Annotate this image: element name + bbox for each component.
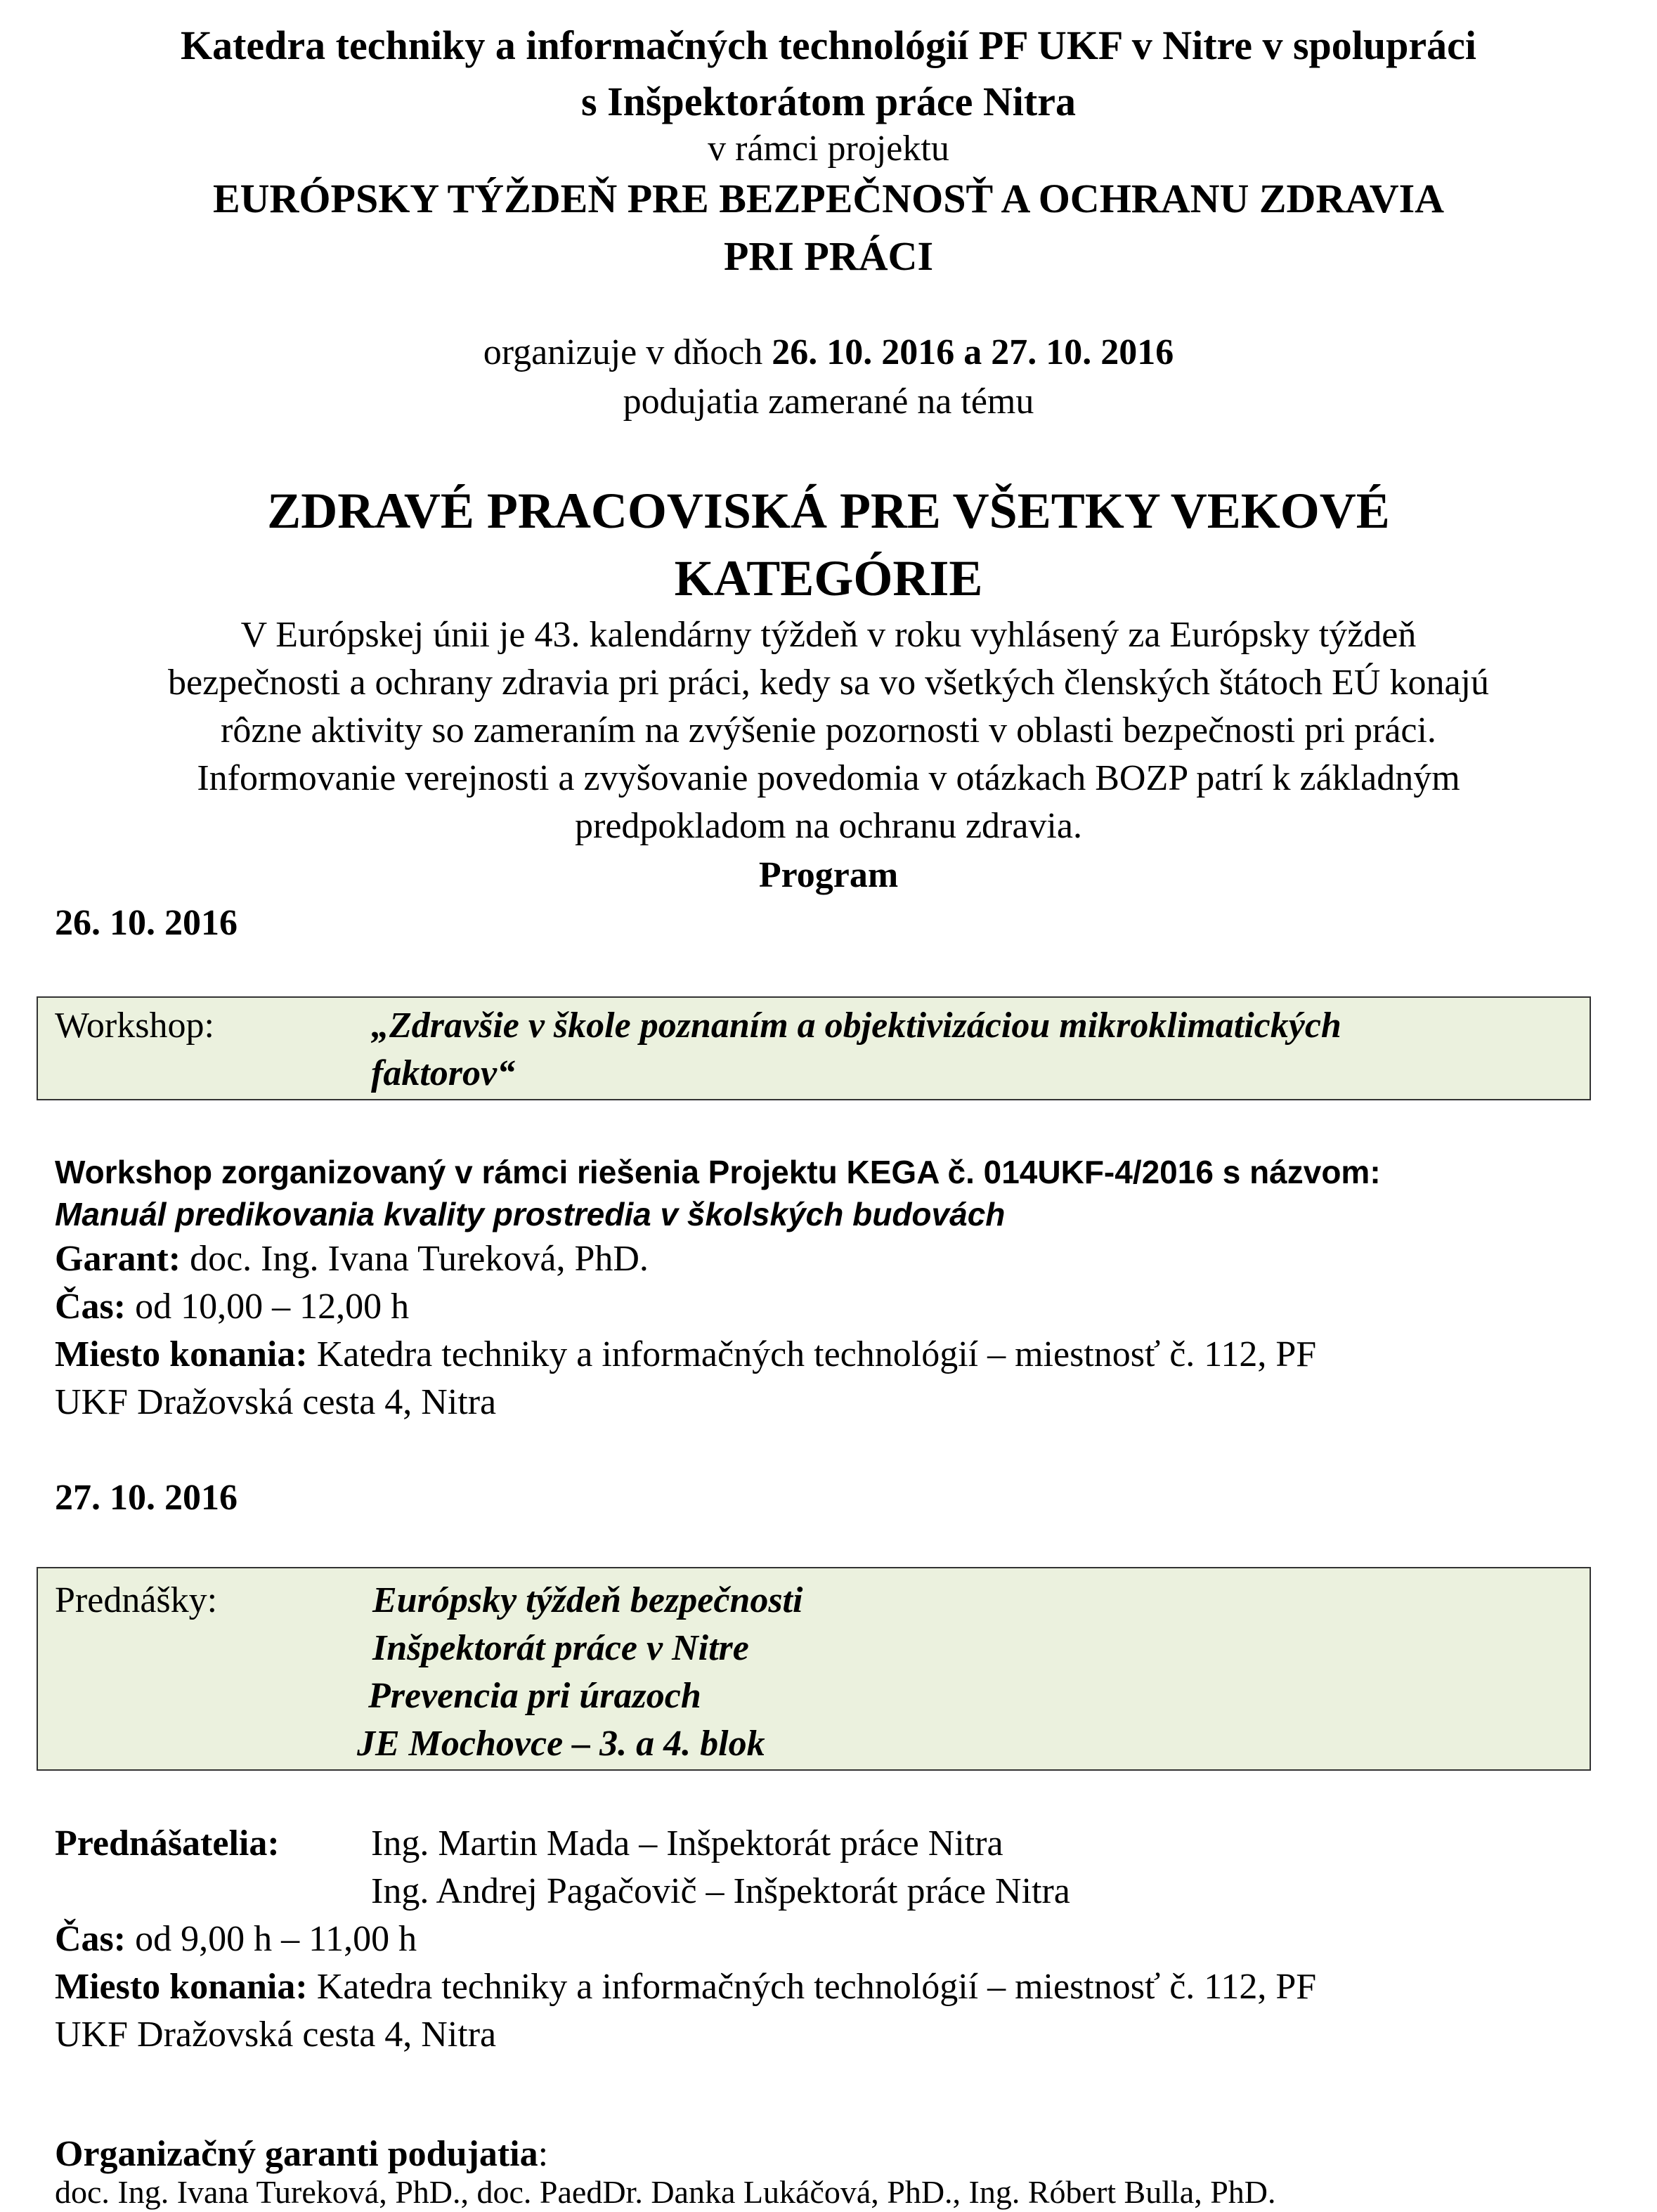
- event-dates: 26. 10. 2016 a 27. 10. 2016: [772, 332, 1174, 372]
- header-line-3: v rámci projektu: [708, 129, 949, 169]
- lecture-item: Inšpektorát práce v Nitre: [372, 1628, 749, 1668]
- organize-line-2: podujatia zamerané na tému: [623, 382, 1034, 422]
- day-1-place-line-2: UKF Dražovská cesta 4, Nitra: [55, 1382, 497, 1422]
- header-line-1: Katedra techniky a informačných technológií PF UKF v Nitre v spolupráci: [180, 22, 1477, 68]
- intro-line-1: V Európskej únii je 43. kalendárny týždeň v roku vyhlásený za Európsky týždeň: [240, 615, 1417, 655]
- day-2-place-value: Katedra techniky a informačných technológií – miestnosť č. 112, PF: [307, 1967, 1317, 2007]
- day-2-date: 27. 10. 2016: [55, 1478, 238, 1518]
- lecture-item: JE Mochovce – 3. a 4. blok: [357, 1724, 765, 1764]
- kega-line: Workshop zorganizovaný v rámci riešenia Projektu KEGA č. 014UKF-4/2016 s názvom:: [55, 1154, 1381, 1190]
- day-1-time-value: od 10,00 – 12,00 h: [126, 1287, 410, 1327]
- lectures-label: [55, 1578, 217, 1623]
- speaker-item: Ing. Martin Mada – Inšpektorát práce Nitra: [371, 1823, 1003, 1863]
- lecture-item: Prevencia pri úrazoch: [368, 1676, 701, 1716]
- organize-line: [0, 330, 1657, 375]
- lectures-label-colon: :: [207, 1580, 218, 1620]
- day-1-time-line: [55, 1284, 409, 1329]
- kega-title: Manuál predikovania kvality prostredia v školských budovách: [55, 1196, 1006, 1232]
- intro-line-5: predpokladom na ochranu zdravia.: [575, 806, 1082, 846]
- day-2-time-value: od 9,00 h – 11,00 h: [126, 1919, 417, 1959]
- day-1-place-label: Miesto konania:: [55, 1334, 308, 1374]
- intro-line-3: rôzne aktivity so zameraním na zvýšenie pozornosti v oblasti bezpečnosti pri práci.: [221, 710, 1436, 750]
- garant-label: Garant:: [55, 1239, 181, 1279]
- main-title-line-1: ZDRAVÉ PRACOVISKÁ PRE VŠETKY VEKOVÉ: [267, 483, 1390, 539]
- organizers-names: doc. Ing. Ivana Tureková, PhD., doc. PaedDr. Danka Lukáčová, PhD., Ing. Róbert Bulla, PhD.: [55, 2174, 1276, 2210]
- day-2-place-line: [55, 1965, 1316, 2010]
- workshop-title-line-1: „Zdravšie v škole poznaním a objektivizáciou mikroklimatických: [371, 1006, 1341, 1046]
- workshop-title-line-2: faktorov“: [371, 1053, 516, 1093]
- lectures-label-text: Prednášky: [55, 1580, 207, 1620]
- speaker-item: Ing. Andrej Pagačovič – Inšpektorát práce Nitra: [371, 1871, 1070, 1911]
- day-1-place-value: Katedra techniky a informačných technológií – miestnosť č. 112, PF: [307, 1334, 1317, 1374]
- main-title-line-2: KATEGÓRIE: [674, 550, 983, 606]
- organizers-label: Organizačný garanti podujatia: [55, 2134, 538, 2174]
- project-name-line-2: PRI PRÁCI: [723, 233, 934, 279]
- header-line-2: s Inšpektorátom práce Nitra: [581, 79, 1076, 124]
- workshop-label: [55, 1003, 214, 1048]
- intro-line-4: Informovanie verejnosti a zvyšovanie povedomia v otázkach BOZP patrí k základným: [197, 758, 1460, 798]
- day-1-time-label: Čas:: [55, 1287, 126, 1327]
- workshop-label-colon: :: [204, 1006, 214, 1046]
- lecture-item: Európsky týždeň bezpečnosti: [372, 1580, 803, 1620]
- organizers-heading: [55, 2132, 548, 2177]
- organizers-colon: :: [538, 2134, 549, 2174]
- workshop-box: [37, 996, 1591, 1100]
- intro-line-2: bezpečnosti a ochrany zdravia pri práci, kedy sa vo všetkých členských štátoch EÚ konajú: [168, 663, 1489, 703]
- lectures-box: [37, 1567, 1591, 1771]
- organize-prefix: organizuje v dňoch: [483, 332, 772, 372]
- day-2-place-line-2: UKF Dražovská cesta 4, Nitra: [55, 2015, 497, 2055]
- garant-value: doc. Ing. Ivana Tureková, PhD.: [181, 1239, 649, 1279]
- project-name-line-1: EURÓPSKY TÝŽDEŇ PRE BEZPEČNOSŤ A OCHRANU ZDRAVIA: [212, 176, 1445, 221]
- day-2-time-line: [55, 1917, 417, 1962]
- workshop-label-text: Workshop: [55, 1006, 204, 1046]
- speakers-label: Prednášatelia:: [55, 1823, 280, 1863]
- day-1-date: 26. 10. 2016: [55, 903, 238, 943]
- day-2-time-label: Čas:: [55, 1919, 126, 1959]
- day-2-place-label: Miesto konania:: [55, 1967, 308, 2007]
- day-1-place-line: [55, 1332, 1316, 1377]
- program-heading: Program: [758, 855, 899, 895]
- garant-line: [55, 1237, 649, 1282]
